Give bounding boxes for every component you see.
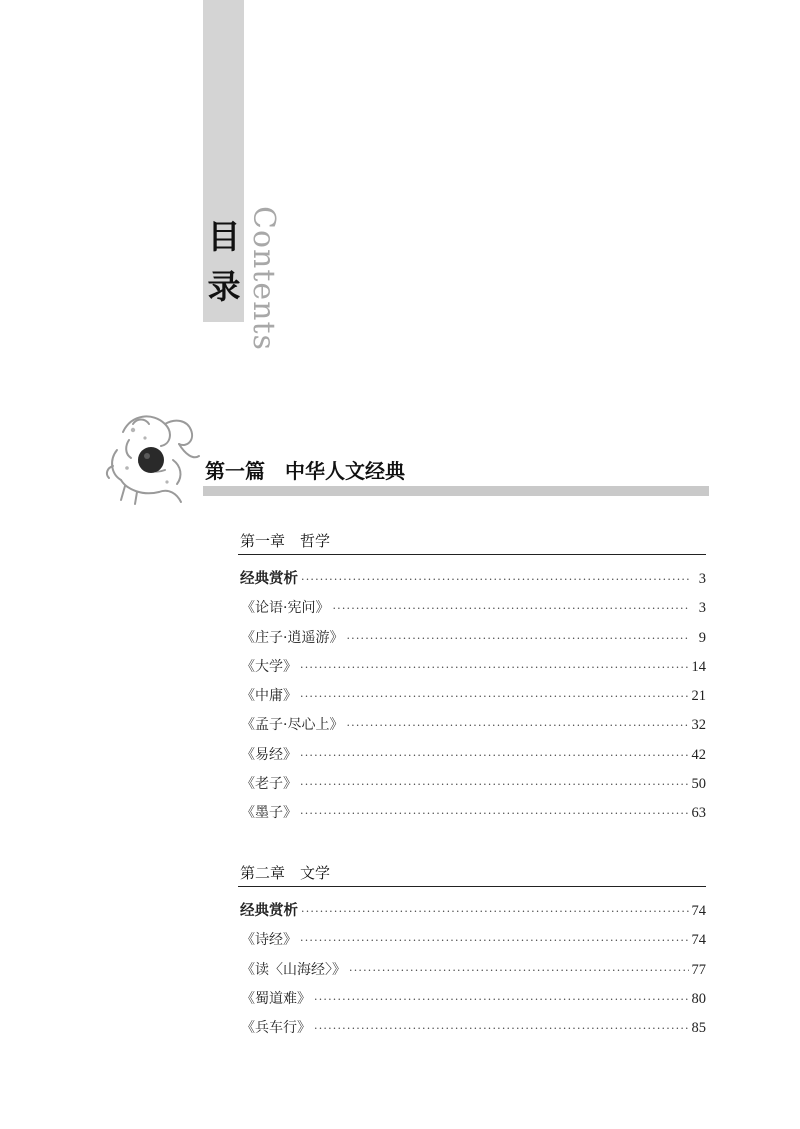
toc-title-english: Contents bbox=[246, 206, 281, 351]
toc-entry[interactable] bbox=[238, 897, 706, 926]
page-number: 63 bbox=[691, 805, 706, 822]
page-number: 85 bbox=[691, 1020, 706, 1037]
toc-entry[interactable] bbox=[238, 770, 706, 799]
chapter-1 bbox=[238, 530, 706, 829]
toc-entry[interactable] bbox=[238, 653, 706, 682]
toc-entry[interactable] bbox=[238, 1014, 706, 1043]
page-number: 80 bbox=[691, 990, 706, 1007]
entry-label: 《易经》 bbox=[241, 746, 297, 763]
chapter-2 bbox=[238, 862, 706, 1043]
toc-title: 目录 bbox=[207, 217, 241, 306]
leader-dots bbox=[346, 624, 689, 653]
toc-entry[interactable] bbox=[238, 799, 706, 828]
page-number: 9 bbox=[698, 629, 706, 646]
leader-dots bbox=[300, 770, 689, 799]
toc-entry[interactable] bbox=[238, 711, 706, 740]
entry-label: 《孟子·尽心上》 bbox=[241, 717, 344, 734]
chapter-title: 第二章 文学 bbox=[238, 862, 706, 887]
page-number: 50 bbox=[691, 776, 706, 793]
toc-entry[interactable] bbox=[238, 594, 706, 623]
leader-dots bbox=[314, 985, 689, 1014]
leader-dots bbox=[346, 711, 688, 740]
toc-entry[interactable] bbox=[238, 741, 706, 770]
entry-label: 《大学》 bbox=[241, 658, 297, 675]
leader-dots bbox=[300, 926, 689, 955]
page-number: 3 bbox=[698, 600, 706, 617]
page-number: 32 bbox=[691, 717, 706, 734]
part-divider bbox=[203, 486, 709, 496]
entry-label: 《诗经》 bbox=[241, 932, 297, 949]
leader-dots bbox=[300, 799, 689, 828]
page-number: 21 bbox=[691, 688, 706, 705]
entry-label: 《老子》 bbox=[241, 776, 297, 793]
leader-dots bbox=[300, 653, 689, 682]
leader-dots bbox=[349, 956, 689, 985]
leader-dots bbox=[300, 741, 689, 770]
page-number: 42 bbox=[691, 746, 706, 763]
leader-dots bbox=[301, 897, 689, 926]
entry-label: 《庄子·逍遥游》 bbox=[241, 629, 344, 646]
toc-entry[interactable] bbox=[238, 926, 706, 955]
page-number: 3 bbox=[698, 571, 706, 587]
leader-dots bbox=[332, 594, 689, 623]
mythical-beast-emblem-icon bbox=[103, 404, 203, 506]
entry-label: 《论语·宪问》 bbox=[241, 600, 330, 617]
page-number: 77 bbox=[691, 961, 706, 978]
part-title: 第一篇 中华人文经典 bbox=[205, 459, 405, 483]
page-number: 74 bbox=[691, 903, 706, 919]
leader-dots bbox=[300, 682, 689, 711]
toc-entry[interactable] bbox=[238, 624, 706, 653]
toc-entry[interactable] bbox=[238, 956, 706, 985]
page-number: 14 bbox=[691, 658, 706, 675]
entry-label: 《兵车行》 bbox=[241, 1020, 311, 1037]
toc-entry[interactable] bbox=[238, 565, 706, 594]
leader-dots bbox=[301, 565, 689, 594]
entry-label: 《读〈山海经〉》 bbox=[241, 961, 346, 978]
entry-label: 经典赏析 bbox=[240, 903, 298, 919]
entry-label: 《蜀道难》 bbox=[241, 990, 311, 1007]
entry-label: 《墨子》 bbox=[241, 805, 297, 822]
chapter-title: 第一章 哲学 bbox=[238, 530, 706, 555]
leader-dots bbox=[314, 1014, 689, 1043]
toc-entry[interactable] bbox=[238, 682, 706, 711]
toc-entry[interactable] bbox=[238, 985, 706, 1014]
page-number: 74 bbox=[691, 932, 706, 949]
entry-label: 经典赏析 bbox=[240, 571, 298, 587]
entry-label: 《中庸》 bbox=[241, 688, 297, 705]
